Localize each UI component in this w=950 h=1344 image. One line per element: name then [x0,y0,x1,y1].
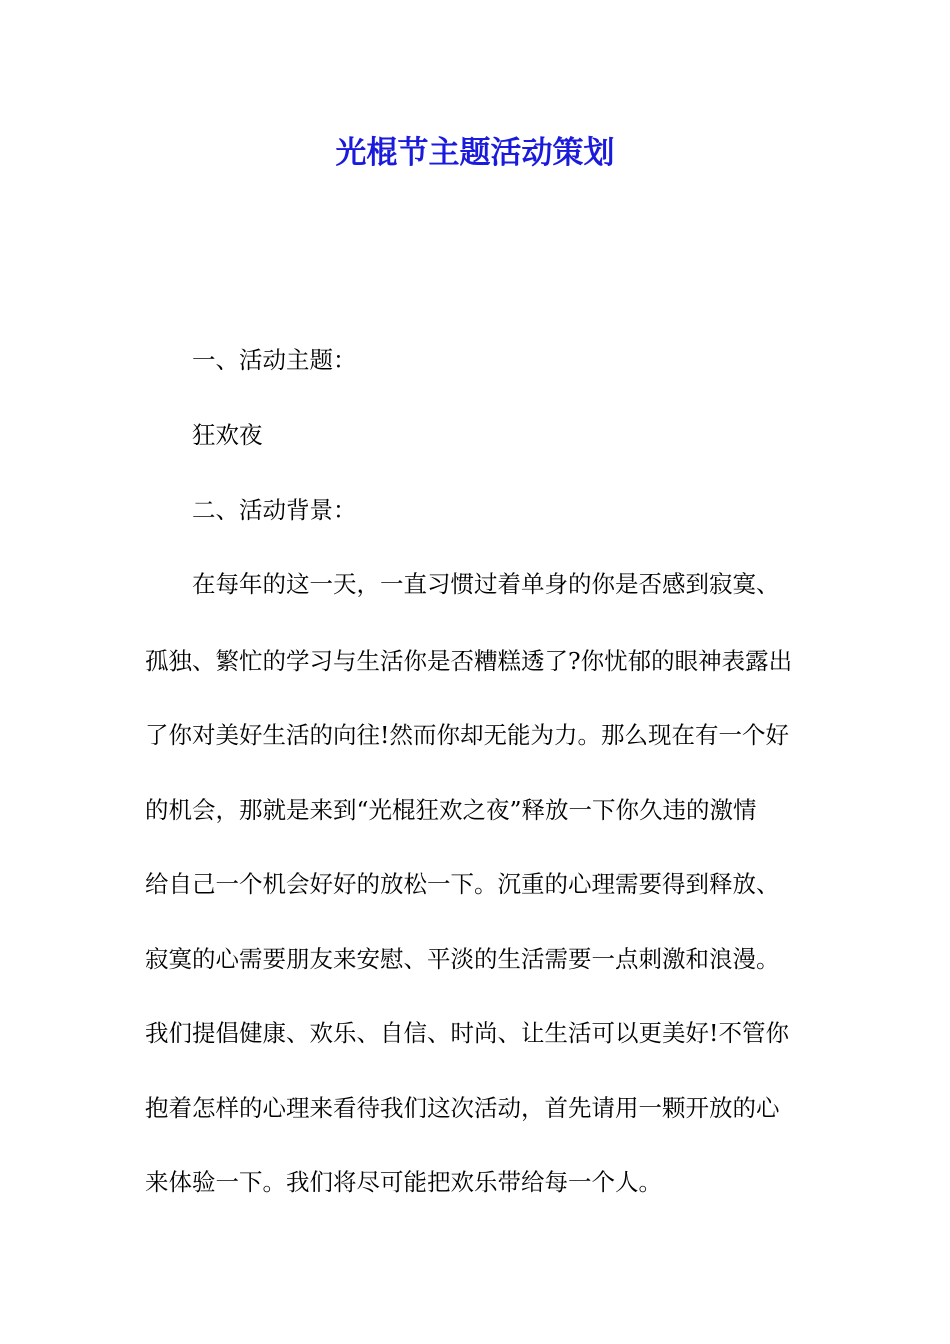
document-title: 光棍节主题活动策划 [335,135,615,171]
paragraph-line: 在每年的这一天，一直习惯过着单身的你是否感到寂寞、 [192,570,780,598]
section-1-body: 狂欢夜 [192,421,263,449]
paragraph-line: 寂寞的心需要朋友来安慰、平淡的生活需要一点刺激和浪漫。 [145,945,780,973]
paragraph-line: 的机会，那就是来到“光棍狂欢之夜”释放一下你久违的激情 [145,796,757,824]
section-2-heading: 二、活动背景： [192,496,357,524]
paragraph-line: 我们提倡健康、欢乐、自信、时尚、让生活可以更美好!不管你 [145,1019,789,1047]
paragraph-line: 了你对美好生活的向往!然而你却无能为力。那么现在有一个好 [145,721,789,749]
paragraph-line: 给自己一个机会好好的放松一下。沉重的心理需要得到释放、 [145,870,780,898]
section-1-heading: 一、活动主题： [192,346,357,374]
paragraph-line: 孤独、繁忙的学习与生活你是否糟糕透了?你忧郁的眼神表露出 [145,647,793,675]
paragraph-line: 来体验一下。我们将尽可能把欢乐带给每一个人。 [145,1168,662,1196]
paragraph-line: 抱着怎样的心理来看待我们这次活动，首先请用一颗开放的心 [145,1094,780,1122]
